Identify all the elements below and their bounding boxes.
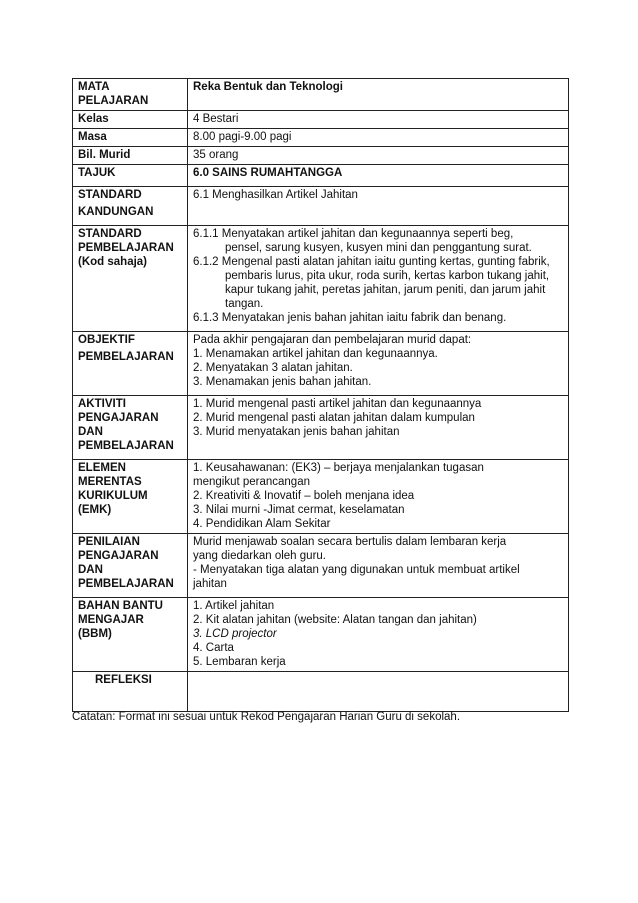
emk-line: mengikut perancangan [193,476,310,488]
label-bbm: BAHAN BANTU MENGAJAR (BBM) [73,598,188,672]
row-kelas [73,111,569,129]
row-standard-pembelajaran [73,226,569,332]
row-aktiviti [73,396,569,460]
value-masa: 8.00 pagi-9.00 pagi [188,129,569,147]
row-masa [73,129,569,147]
objektif-line: Pada akhir pengajaran dan pembelajaran murid dapat: [193,334,472,346]
footer-note: Catatan: Format ini sesuai untuk Rekod Pengajaran Harian Guru di sekolah. [72,711,461,723]
bbm-line: 5. Lembaran kerja [193,656,286,668]
row-emk [73,460,569,534]
sp-line: tangan. [225,298,264,310]
value-bbm [188,598,569,672]
sp-line: pensel, sarung kusyen, kusyen mini dan penggantung surat. [225,242,532,254]
objektif-line: 3. Menamakan jenis bahan jahitan. [193,376,372,388]
label-bil-murid: Bil. Murid [73,147,188,165]
row-tajuk [73,165,569,187]
penilaian-line: yang diedarkan oleh guru. [193,550,326,562]
label-refleksi: REFLEKSI [73,672,188,712]
label-objektif: OBJEKTIF PEMBELAJARAN [73,332,188,396]
objektif-line: 1. Menamakan artikel jahitan dan kegunaannya. [193,348,438,360]
emk-line: 3. Nilai murni -Jimat cermat, keselamatan [193,504,405,516]
value-mata-pelajaran: Reka Bentuk dan Teknologi [188,79,569,111]
row-objektif [73,332,569,396]
sp-line: 6.1.3 Menyatakan jenis bahan jahitan iaitu fabrik dan benang. [193,312,507,324]
row-penilaian [73,534,569,598]
value-penilaian [188,534,569,598]
value-kelas: 4 Bestari [188,111,569,129]
lesson-plan-page [72,78,568,712]
aktiviti-line: 3. Murid menyatakan jenis bahan jahitan [193,426,400,438]
value-emk [188,460,569,534]
value-tajuk: 6.0 SAINS RUMAHTANGGA [188,165,569,187]
lesson-plan-table [72,78,569,712]
label-masa: Masa [73,129,188,147]
penilaian-line: Murid menjawab soalan secara bertulis dalam lembaran kerja [193,536,507,548]
bbm-line: 3. LCD projector [193,628,277,640]
label-aktiviti: AKTIVITI PENGAJARAN DAN PEMBELAJARAN [73,396,188,460]
bbm-line: 1. Artikel jahitan [193,600,275,612]
row-refleksi [73,672,569,712]
label-mata-pelajaran: MATA PELAJARAN [73,79,188,111]
bbm-line: 4. Carta [193,642,234,654]
bbm-line: 2. Kit alatan jahitan (website: Alatan tangan dan jahitan) [193,614,477,626]
aktiviti-line: 1. Murid mengenal pasti artikel jahitan dan kegunaannya [193,398,482,410]
label-standard-kandungan: STANDARD KANDUNGAN [73,187,188,226]
aktiviti-line: 2. Murid mengenal pasti alatan jahitan dalam kumpulan [193,412,475,424]
emk-line: 1. Keusahawanan: (EK3) – berjaya menjalankan tugasan [193,462,484,474]
sp-line: 6.1.1 Menyatakan artikel jahitan dan kegunaannya seperti beg, [193,228,514,240]
penilaian-line: jahitan [193,578,227,590]
label-standard-pembelajaran: STANDARD PEMBELAJARAN (Kod sahaja) [73,226,188,332]
label-tajuk: TAJUK [73,165,188,187]
row-standard-kandungan [73,187,569,226]
emk-line: 4. Pendidikan Alam Sekitar [193,518,331,530]
value-refleksi [188,672,569,712]
sp-line: 6.1.2 Mengenal pasti alatan jahitan iaitu gunting kertas, gunting fabrik, [193,256,550,268]
row-bbm [73,598,569,672]
value-aktiviti [188,396,569,460]
value-bil-murid: 35 orang [188,147,569,165]
label-penilaian: PENILAIAN PENGAJARAN DAN PEMBELAJARAN [73,534,188,598]
penilaian-line: - Menyatakan tiga alatan yang digunakan untuk membuat artikel [193,564,520,576]
objektif-line: 2. Menyatakan 3 alatan jahitan. [193,362,353,374]
value-objektif [188,332,569,396]
sp-line: kapur tukang jahit, peretas jahitan, jarum peniti, dan jarum jahit [225,284,546,296]
row-mata-pelajaran [73,79,569,111]
sp-line: pembaris lurus, pita ukur, roda surih, kertas karbon tukang jahit, [225,270,550,282]
row-bil-murid [73,147,569,165]
emk-line: 2. Kreativiti & Inovatif – boleh menjana idea [193,490,415,502]
label-kelas: Kelas [73,111,188,129]
value-standard-pembelajaran [188,226,569,332]
value-standard-kandungan: 6.1 Menghasilkan Artikel Jahitan [188,187,569,226]
label-emk: ELEMEN MERENTAS KURIKULUM (EMK) [73,460,188,534]
